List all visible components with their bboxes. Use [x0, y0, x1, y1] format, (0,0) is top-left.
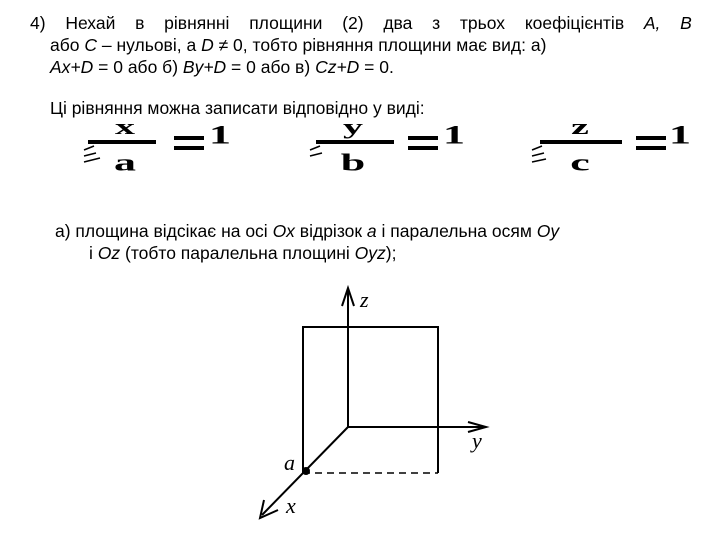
word: рівнянні: [164, 13, 230, 33]
formula: Cz+D: [315, 57, 360, 77]
equals-bar: [636, 136, 666, 140]
coef-b: B: [680, 13, 692, 33]
equals-bar: [636, 146, 666, 150]
word: Нехай: [65, 13, 116, 33]
formula: Ax+D: [50, 57, 94, 77]
word: коефіцієнтів: [524, 13, 625, 33]
formula-value: 1: [209, 122, 231, 150]
paragraph-line-2: [30, 34, 692, 56]
paragraph-condition: [30, 12, 692, 78]
segment-a: a: [366, 221, 377, 241]
paragraph-line-1: [55, 220, 695, 242]
text: а) площина відсікає на осі: [55, 221, 273, 241]
coef-d: D: [201, 35, 214, 55]
formula-numerator: x: [114, 122, 136, 139]
formula-numerator: z: [571, 122, 589, 139]
label-x: x: [286, 493, 296, 518]
paragraph-case-a: [55, 220, 695, 264]
coef-a: A,: [643, 13, 661, 33]
axis-oy: Oy: [536, 221, 560, 241]
text: );: [385, 243, 397, 263]
text: ≠ 0,: [213, 35, 253, 55]
formula-strip: [70, 122, 695, 180]
label-y: y: [472, 428, 482, 453]
paragraph-line-1: [30, 12, 692, 34]
text: відрізок: [294, 221, 367, 241]
fraction-bar: [88, 140, 156, 144]
point-a: [302, 467, 310, 475]
axis-ox: Ox: [272, 221, 295, 241]
label-z: z: [360, 287, 369, 312]
plane-oyz: Oyz: [354, 243, 386, 263]
word: з: [432, 13, 441, 33]
formula: By+D: [182, 57, 227, 77]
equals-bar: [174, 146, 204, 150]
paragraph-intro: Ці рівняння можна записати відповідно у виді:: [50, 98, 425, 118]
word: площини: [249, 13, 323, 33]
word: (2): [342, 13, 364, 33]
paragraph-line-2: [55, 242, 695, 264]
formula-denominator: a: [114, 148, 136, 176]
label-a: a: [284, 450, 295, 475]
formula-denominator: c: [570, 148, 590, 176]
formula-z-over-c: [532, 122, 691, 176]
coef-c: C: [84, 35, 97, 55]
text: і: [89, 243, 98, 263]
text: (тобто паралельна площині: [120, 243, 355, 263]
paragraph-line-3: [30, 56, 692, 78]
plane-diagram: [250, 280, 550, 530]
word: трьох: [459, 13, 506, 33]
word: два: [383, 13, 413, 33]
axis-oz: Oz: [97, 243, 121, 263]
formula-x-over-a: [84, 122, 231, 176]
text: = 0.: [359, 57, 394, 77]
formula-numerator: y: [342, 122, 364, 139]
formula-value: 1: [669, 122, 691, 150]
equals-bar: [174, 136, 204, 140]
text: або: [50, 35, 85, 55]
text: і паралельна осям: [376, 221, 537, 241]
formula-denominator: b: [340, 148, 366, 176]
fraction-bar: [540, 140, 622, 144]
text: = 0 або б): [93, 57, 183, 77]
equals-bar: [408, 146, 438, 150]
word: 4): [30, 13, 46, 33]
formula-y-over-b: [310, 122, 465, 176]
text: = 0 або в): [226, 57, 316, 77]
fraction-bar: [316, 140, 394, 144]
word: в: [135, 13, 145, 33]
equals-bar: [408, 136, 438, 140]
text: тобто рівняння площини має вид: а): [252, 35, 547, 55]
text: – нульові, а: [97, 35, 202, 55]
formula-value: 1: [443, 122, 465, 150]
